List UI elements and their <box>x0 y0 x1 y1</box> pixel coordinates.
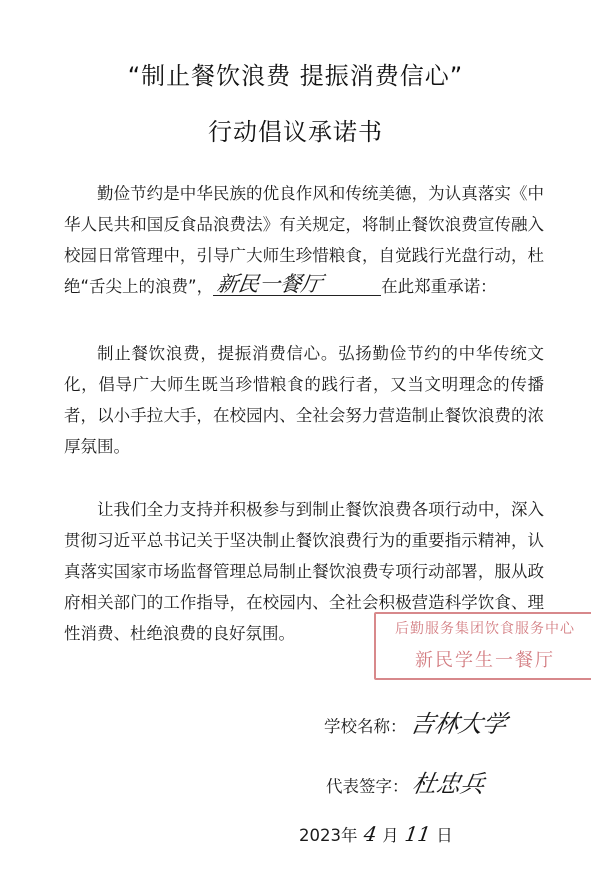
paragraph-1-text: 勤俭节约是中华民族的优良作风和传统美德，为认真落实《中华人民共和国反食品浪费法》有关规定，将制止餐饮浪费宣传融入校园日常管理中，引导广大师生珍惜粮食，自觉践行光盘行动，杜绝“舌尖上的浪费”， <box>64 184 544 296</box>
date-day-handwritten: 11 <box>403 822 432 846</box>
title-line-1: “制止餐饮浪费 提振消费信心” <box>127 62 464 90</box>
handwritten-signature: 杜忠兵 <box>409 770 487 798</box>
paragraph-1-suffix: 在此郑重承诺： <box>381 277 497 296</box>
signature-label: 代表签字： <box>326 777 409 796</box>
date-year: 2023 <box>299 826 341 845</box>
school-name-handwritten: 吉林大学 <box>407 710 509 738</box>
handwritten-canteen-name: 新民一餐厅 <box>215 272 324 296</box>
stamp-line-2: 新民学生一餐厅 <box>415 650 555 671</box>
paragraph-3: 让我们全力支持并积极参与到制止餐饮浪费各项行动中，深入贯彻习近平总书记关于坚决制止餐饮浪费行为的重要指示精神，认真落实国家市场监督管理总局制止餐饮浪费专项行动部署，服从政府相关部门的工作指导，在校园内、全社会积极营造科学饮食、理性消费、杜绝浪费的良好氛围。 <box>64 500 544 643</box>
date-day-unit: 日 <box>436 826 453 845</box>
paragraph-2: 制止餐饮浪费，提振消费信心。弘扬勤俭节约的中华传统文化，倡导广大师生既当珍惜粮食的践行者，又当文明理念的传播者，以小手拉大手，在校园内、全社会努力营造制止餐饮浪费的浓厚氛围。 <box>64 344 544 456</box>
date-row <box>299 822 453 846</box>
date-year-unit: 年 <box>341 826 358 845</box>
fill-in-blank <box>213 272 381 296</box>
representative-signature-row <box>326 764 485 799</box>
stamp-line-1: 后勤服务集团饮食服务中心 <box>395 621 575 637</box>
school-name-label: 学校名称： <box>324 717 407 736</box>
date-month-unit: 月 <box>382 826 399 845</box>
title-line-2: 行动倡议承诺书 <box>208 118 383 146</box>
date-month-handwritten: 4 <box>361 822 378 846</box>
school-name-row <box>324 704 507 739</box>
paragraph-1 <box>64 178 544 302</box>
official-stamp <box>374 612 591 680</box>
